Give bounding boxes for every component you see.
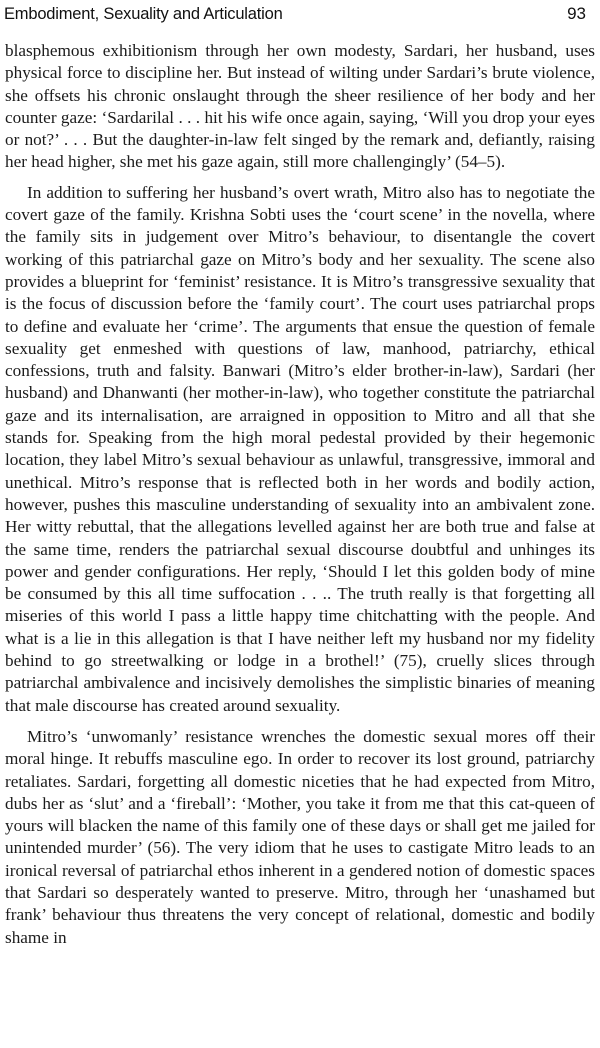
paragraph-continued: blasphemous exhibitionism through her own modesty, Sardari, her husband, uses physical force to discipline her. But instead of wilting under Sardari’s brute violence, she offsets his chronic onslaught through the sheer resilience of her body and her counter gaze: ‘Sardarilal . . . hit his wife once again, saying, ‘Will you drop your eyes or not?’ . . . But the daughter-in-law felt singed by the remark and, defiantly, raising her head higher, she met his gaze again, still more challengingly’ (54–5). xyxy=(5,41,595,172)
paragraph-court-scene: In addition to suffering her husband’s overt wrath, Mitro also has to negotiate the covert gaze of the family. Krishna Sobti uses the ‘court scene’ in the novella, where the family sits in judgement over Mitro’s behaviour, to disentangle the covert working of this patriarchal gaze on Mitro’s body and her sexuality. The scene also provides a blueprint for ‘feminist’ resistance. It is Mitro’s transgressive sexuality that is the focus of discussion before the ‘family court’. The court uses patriarchal props to define and evaluate her ‘crime’. The arguments that ensue the question of female sexuality get enmeshed with questions of law, manhood, patriarchy, ethical confessions, truth and falsity. Banwari (Mitro’s elder brother-in-law), Sardari (her husband) and Dhanwanti (her mother-in-law), who together constitute the patriarchal gaze and its internalisation, are arraigned in opposition to Mitro and all that she stands for. Speaking from the high moral pedestal provided by their hegemonic location, they label Mitro’s sexual behaviour as unlawful, transgressive, immoral and unethical. Mitro’s response that is reflected both in her words and bodily action, however, pushes this masculine understanding of sexuality into an ambivalent zone. Her witty rebuttal, that the allegations levelled against her are both true and false at the same time, renders the patriarchal sexual discourse doubtful and unhinges its power and gender configurations. Her reply, ‘Should I let this golden body of mine be consumed by this all time suffocation . . .. The truth really is that forgetting all miseries of this world I pass a little happy time chitchatting with the people. And what is a lie in this allegation is that I have neither left my husband nor my fidelity behind to go streetwalking or lodge in a brothel!’ (75), cruelly slices through patriarchal ambivalence and incisively demolishes the simplistic binaries of meaning that male discourse has created around sexuality. xyxy=(5,182,595,715)
paragraph-resistance: Mitro’s ‘unwomanly’ resistance wrenches the domestic sexual mores off their moral hinge. It rebuffs masculine ego. In order to recover its lost ground, patriarchy retaliates. Sardari, forgetting all domestic niceties that he had expected from Mitro, dubs her as ‘slut’ and a ‘fireball’: ‘Mother, you take it from me that this cat-queen of yours will blacken the name of this family one of these days or shall get me jailed for unintended murder’ (56). The very idiom that he uses to castigate Mitro leads to an ironical reversal of patriarchal ethos inherent in a gendered notion of domestic spaces that Sardari so desperately wanted to preserve. Mitro, through her ‘unashamed but frank’ behaviour thus threatens the very concept of relational, domestic and bodily shame in xyxy=(5,726,595,947)
running-head xyxy=(4,2,586,26)
body-text xyxy=(5,40,595,949)
page-number: 93 xyxy=(567,4,586,23)
running-title: Embodiment, Sexuality and Articulation xyxy=(4,4,283,23)
